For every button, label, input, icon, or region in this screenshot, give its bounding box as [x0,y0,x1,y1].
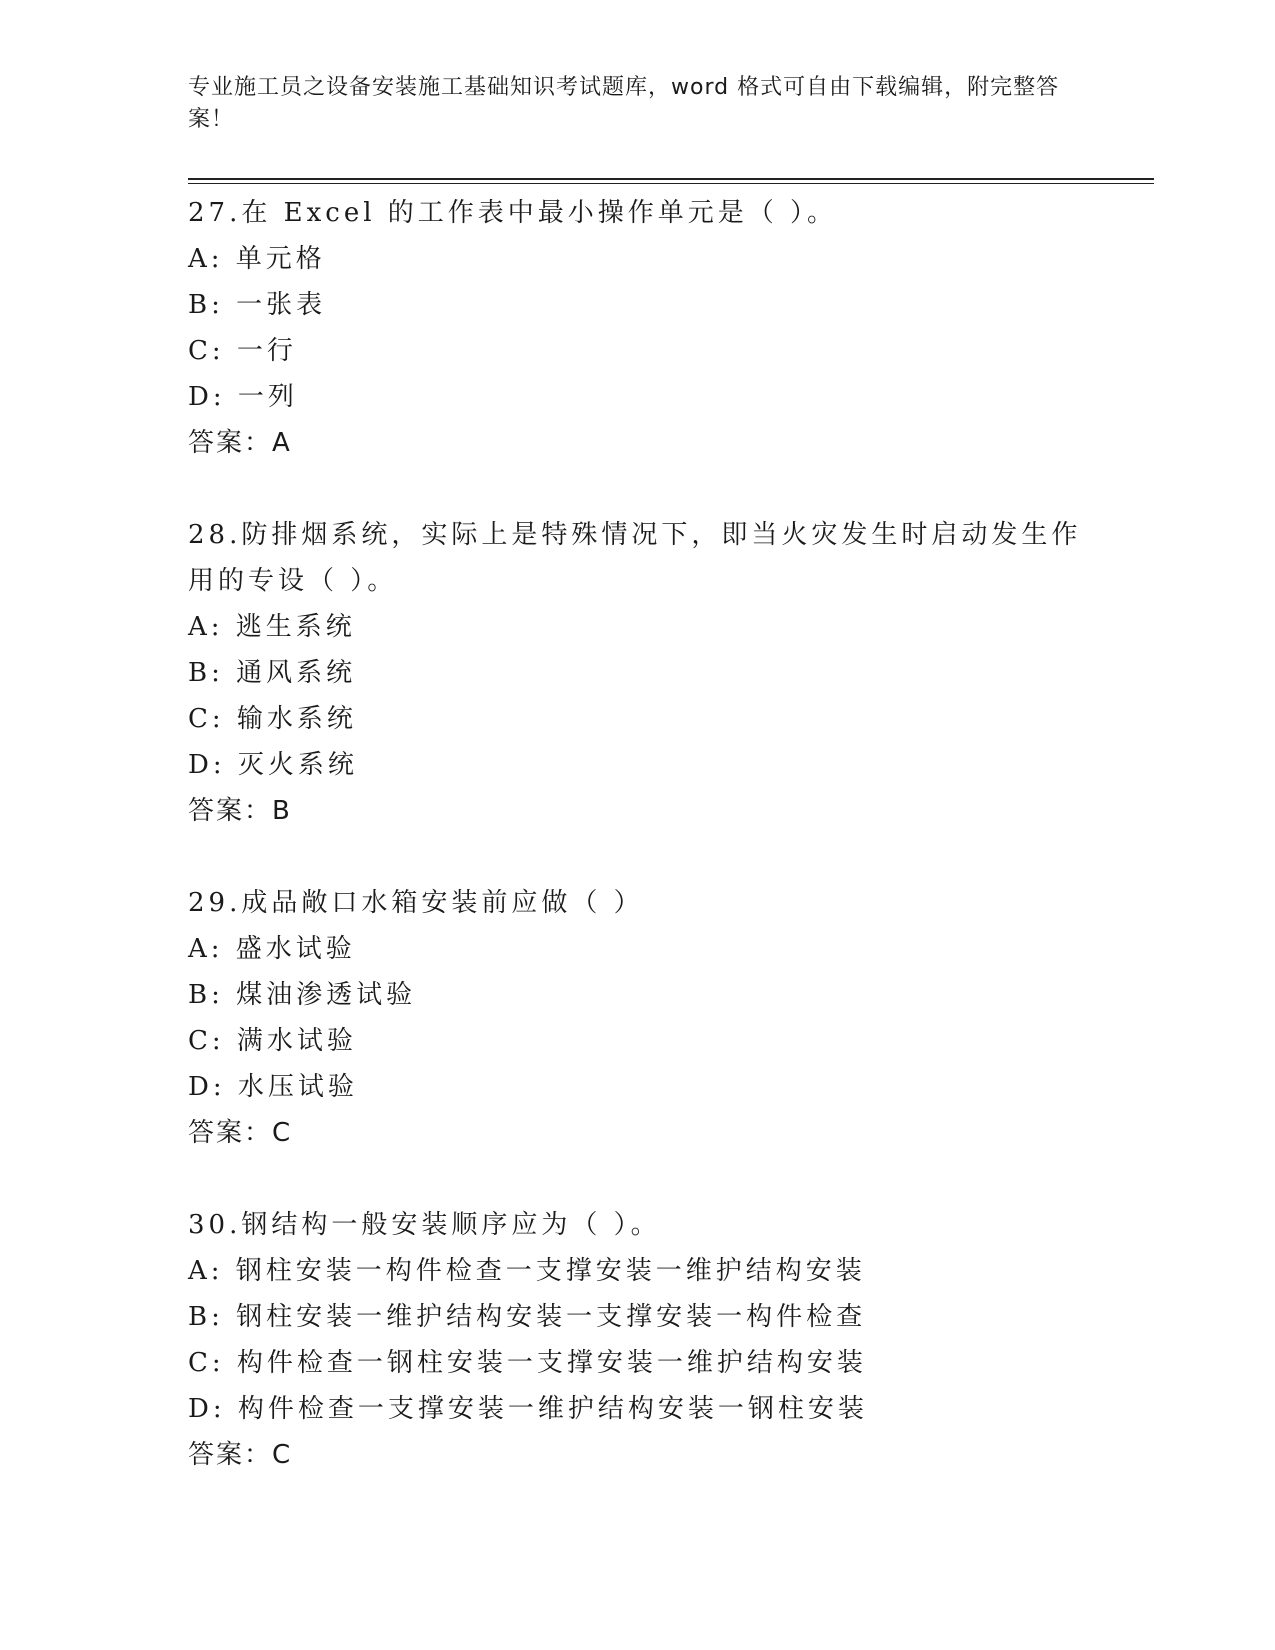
header-divider-thick [188,178,1154,180]
question-stem: 30.钢结构一般安装顺序应为（ ）。 [188,1210,661,1240]
question-stem: 28.防排烟系统，实际上是特殊情况下，即当火灾发生时启动发生作用的专设（ ）。 [188,520,1082,596]
document-header [188,72,1068,136]
answer-line: 答案：C [188,1118,293,1148]
answer-line: 答案：B [188,796,292,826]
option-d: D: 一列 [188,382,298,412]
question-stem: 27.在 Excel 的工作表中最小操作单元是（ ）。 [188,198,838,228]
option-a: A: 逃生系统 [188,612,356,642]
header-divider-thin [188,183,1154,184]
option-d: D: 灭火系统 [188,750,358,780]
question-29 [188,880,1088,1156]
option-b: B: 一张表 [188,290,327,320]
question-stem: 29.成品敞口水箱安装前应做（ ） [188,888,644,918]
option-c: C: 构件检查一钢柱安装一支撑安装一维护结构安装 [188,1348,867,1378]
option-a: A: 单元格 [188,244,326,274]
option-b: B: 煤油渗透试验 [188,980,417,1010]
answer-line: 答案：C [188,1440,293,1470]
option-b: B: 钢柱安装一维护结构安装一支撑安装一构件检查 [188,1302,867,1332]
question-27 [188,190,1088,466]
option-d: D: 水压试验 [188,1072,358,1102]
question-list [188,190,1088,1524]
question-28 [188,512,1088,834]
answer-line: 答案：A [188,428,292,458]
option-c: C: 一行 [188,336,297,366]
header-text: 专业施工员之设备安装施工基础知识考试题库，word 格式可自由下载编辑，附完整答案！ [188,75,1060,132]
option-a: A: 钢柱安装一构件检查一支撑安装一维护结构安装 [188,1256,866,1286]
option-c: C: 输水系统 [188,704,357,734]
option-d: D: 构件检查一支撑安装一维护结构安装一钢柱安装 [188,1394,868,1424]
question-30 [188,1202,1088,1478]
option-a: A: 盛水试验 [188,934,356,964]
option-b: B: 通风系统 [188,658,357,688]
option-c: C: 满水试验 [188,1026,357,1056]
